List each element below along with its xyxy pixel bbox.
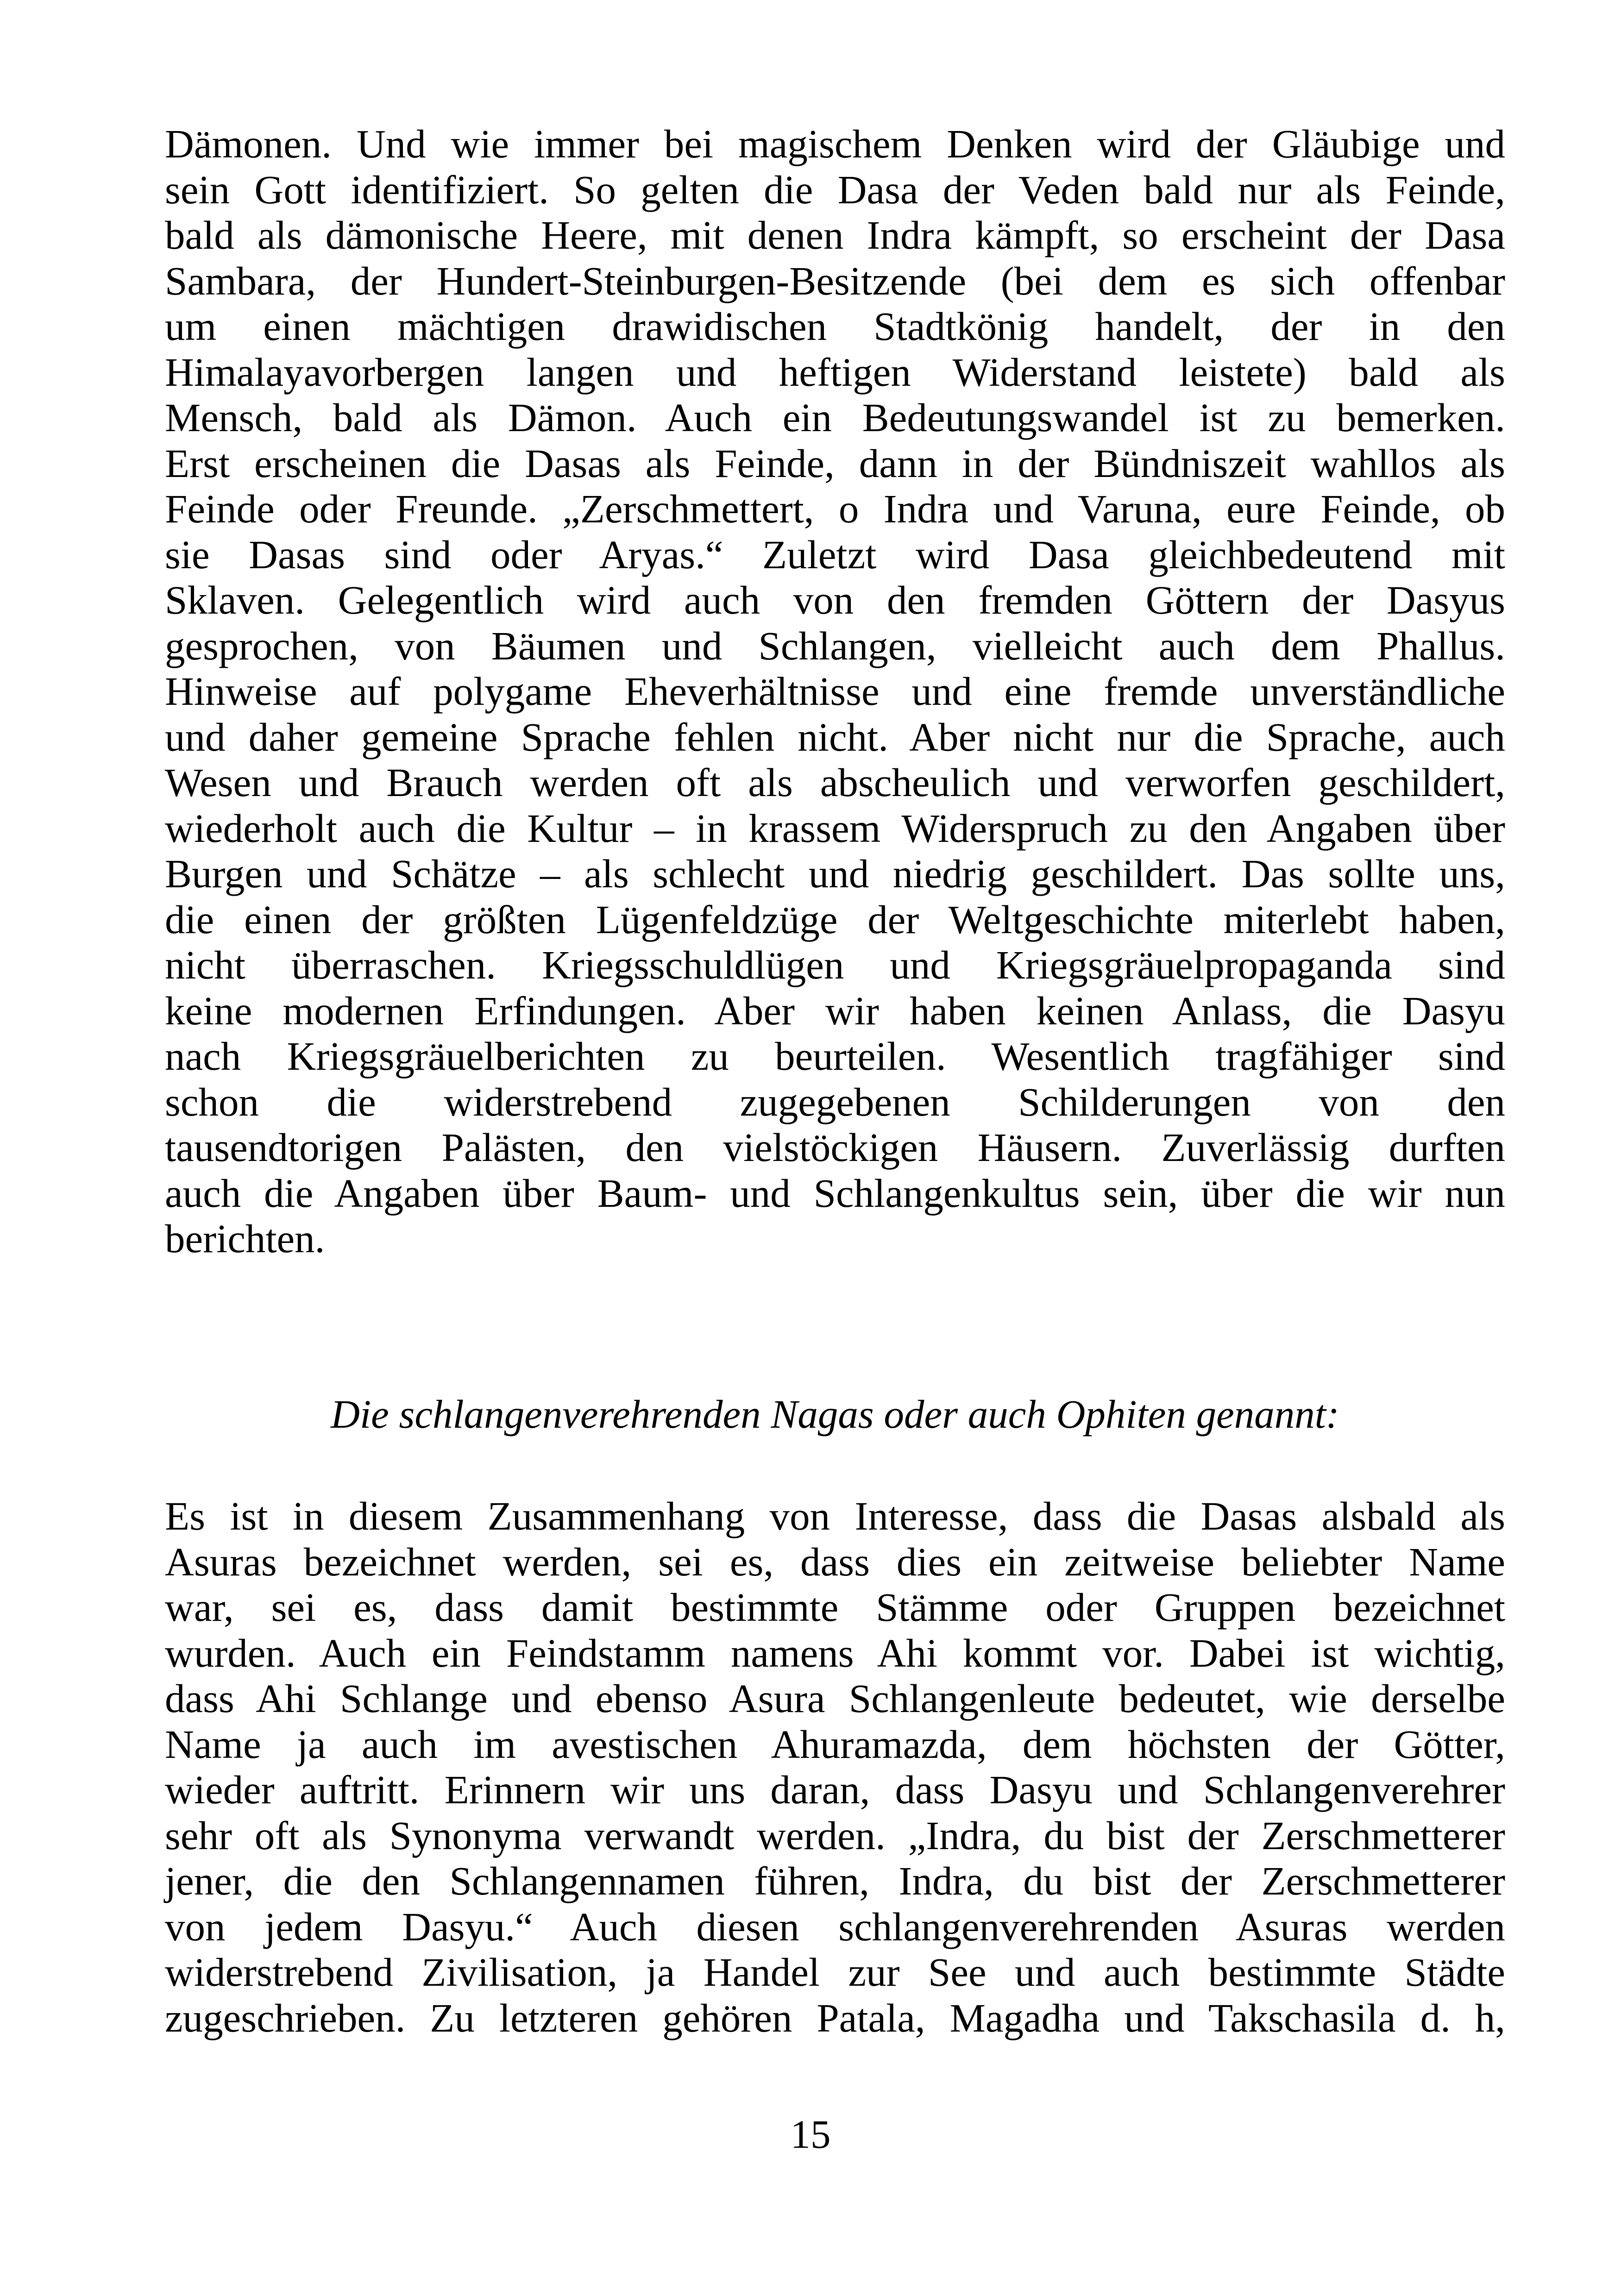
- text-line: Hinweise auf polygame Eheverhältnisse und eine fremde unverständliche: [165, 669, 1505, 714]
- text-line: um einen mächtigen drawidischen Stadtkönig handelt, der in den: [165, 304, 1505, 349]
- text-line: Feinde oder Freunde. „Zerschmettert, o Indra und Varuna, eure Feinde, ob: [165, 486, 1505, 531]
- text-line: Erst erscheinen die Dasas als Feinde, dann in der Bündniszeit wahllos als: [165, 440, 1505, 486]
- text-line: die einen der größten Lügenfeldzüge der Weltgeschichte miterlebt haben,: [165, 897, 1505, 942]
- text-line: und daher gemeine Sprache fehlen nicht. Aber nicht nur die Sprache, auch: [165, 714, 1505, 759]
- page-number: 15: [790, 2112, 831, 2157]
- text-line: Himalayavorbergen langen und heftigen Widerstand leistete) bald als: [165, 349, 1505, 395]
- text-line: tausendtorigen Palästen, den vielstöckigen Häusern. Zuverlässig durften: [165, 1125, 1505, 1170]
- text-line: wiederholt auch die Kultur – in krassem Widerspruch zu den Angaben über: [165, 805, 1505, 851]
- text-line: sein Gott identifiziert. So gelten die Dasa der Veden bald nur als Feinde,: [165, 167, 1505, 212]
- text-line: Burgen und Schätze – als schlecht und niedrig geschildert. Das sollte uns,: [165, 851, 1505, 896]
- text-line: nach Kriegsgräuelberichten zu beurteilen. Wesentlich tragfähiger sind: [165, 1034, 1505, 1079]
- text-line: nicht überraschen. Kriegsschuldlügen und Kriegsgräuelpropaganda sind: [165, 942, 1505, 987]
- paragraph-1: [165, 121, 1505, 1262]
- text-line: jener, die den Schlangennamen führen, Indra, du bist der Zerschmetterer: [165, 1858, 1505, 1903]
- text-line: bald als dämonische Heere, mit denen Indra kämpft, so erscheint der Dasa: [165, 213, 1505, 257]
- text-line: Wesen und Brauch werden oft als abscheulich und verworfen geschildert,: [165, 760, 1505, 805]
- text-line: widerstrebend Zivilisation, ja Handel zur See und auch bestimmte Städte: [165, 1950, 1505, 1995]
- section-subheading: Die schlangenverehrenden Nagas oder auch Ophiten genannt:: [331, 1392, 1339, 1437]
- text-line: sehr oft als Synonyma verwandt werden. „Indra, du bist der Zerschmetterer: [165, 1813, 1505, 1858]
- text-line: wurden. Auch ein Feindstamm namens Ahi kommt vor. Dabei ist wichtig,: [165, 1630, 1505, 1675]
- paragraph-2: [165, 1493, 1505, 2041]
- text-line: dass Ahi Schlange und ebenso Asura Schlangenleute bedeutet, wie derselbe: [165, 1676, 1505, 1721]
- text-line: Sambara, der Hundert-Steinburgen-Besitzende (bei dem es sich offenbar: [165, 258, 1505, 303]
- text-line: Dämonen. Und wie immer bei magischem Denken wird der Gläubige und: [165, 121, 1505, 166]
- text-line: schon die widerstrebend zugegebenen Schilderungen von den: [165, 1079, 1505, 1124]
- text-line: keine modernen Erfindungen. Aber wir haben keinen Anlass, die Dasyu: [165, 988, 1505, 1033]
- text-line: Name ja auch im avestischen Ahuramazda, dem höchsten der Götter,: [165, 1721, 1505, 1767]
- text-line: war, sei es, dass damit bestimmte Stämme oder Gruppen bezeichnet: [165, 1585, 1505, 1630]
- text-line: von jedem Dasyu.“ Auch diesen schlangenverehrenden Asuras werden: [165, 1904, 1505, 1949]
- text-line: berichten.: [165, 1216, 325, 1261]
- text-line: wieder auftritt. Erinnern wir uns daran, dass Dasyu und Schlangenverehrer: [165, 1767, 1505, 1812]
- text-line: zugeschrieben. Zu letzteren gehören Patala, Magadha und Takschasila d. h,: [165, 1995, 1505, 2040]
- text-line: gesprochen, von Bäumen und Schlangen, vielleicht auch dem Phallus.: [165, 623, 1505, 668]
- text-line: sie Dasas sind oder Aryas.“ Zuletzt wird Dasa gleichbedeutend mit: [165, 532, 1505, 577]
- text-line: Mensch, bald als Dämon. Auch ein Bedeutungswandel ist zu bemerken.: [165, 395, 1505, 440]
- text-line: Sklaven. Gelegentlich wird auch von den fremden Göttern der Dasyus: [165, 577, 1505, 622]
- text-line: Asuras bezeichnet werden, sei es, dass dies ein zeitweise beliebter Name: [165, 1539, 1505, 1584]
- text-line: Es ist in diesem Zusammenhang von Interesse, dass die Dasas alsbald als: [165, 1493, 1505, 1538]
- text-line: auch die Angaben über Baum- und Schlangenkultus sein, über die wir nun: [165, 1170, 1505, 1216]
